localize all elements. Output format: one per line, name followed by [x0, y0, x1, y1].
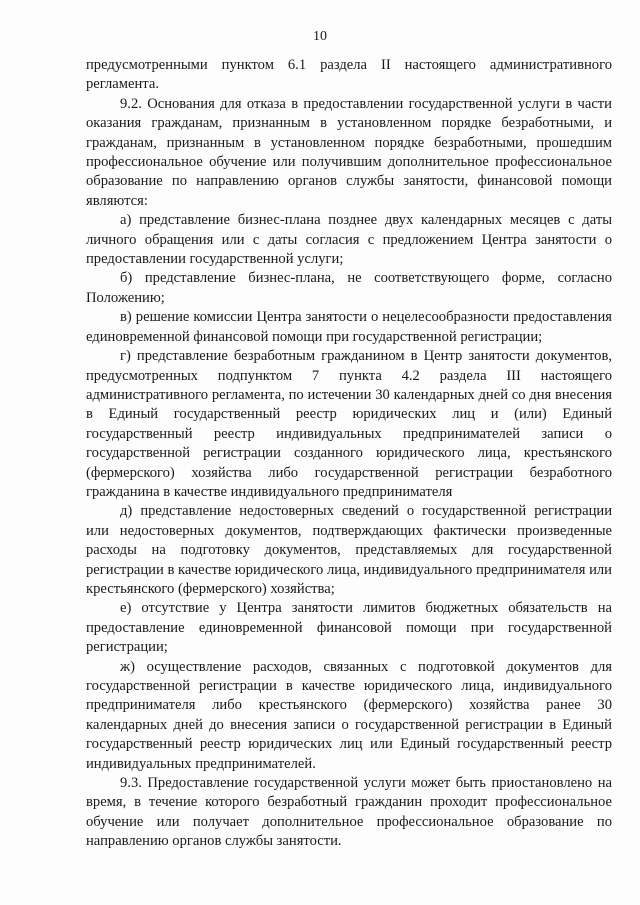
paragraph-item-zh: ж) осуществление расходов, связанных с подготовкой документов для государственной регистрации в качестве юридического лица, индивидуального предпринимателя либо крестьянского (фермерского) хозяйства ранее 30 календарных дней до внесения записи о государственной регистрации в Единый государственный реестр юридических лиц или Единый государственный реестр индивидуальных предпринимателей. — [86, 658, 612, 772]
paragraph-item-a: а) представление бизнес-плана позднее двух календарных месяцев с даты личного обращения или с даты согласия с предложением Центра занятости о предоставлении государственной услуги; — [86, 212, 612, 268]
paragraph-9-3: 9.3. Предоставление государственной услуги может быть приостановлено на время, в течение которого безработный гражданин проходит профессиональное обучение или получает дополнительное профессиональное образование по направлению органов службы занятости. — [86, 775, 612, 850]
paragraph-9-2-intro: 9.2. Основания для отказа в предоставлении государственной услуги в части оказания гражданам, признанным в установленном порядке безработными, и гражданам, признанным в установленном порядке безработными, прошедшим профессиональное обучение или получившим дополнительное профессиональное образование по направлению органов службы занятости, финансовой помощи являются: — [86, 95, 612, 209]
paragraph-continuation: предусмотренными пунктом 6.1 раздела II настоящего административного регламента. — [86, 57, 612, 93]
paragraph-item-d: д) представление недостоверных сведений о государственной регистрации или недостоверных документов, подтверждающих фактически произведенные расходы на подготовку документов, представляемых для государственной регистрации в качестве юридического лица, индивидуального предпринимателя или крестьянского (фермерского) хозяйства; — [86, 503, 612, 597]
paragraph-item-b: б) представление бизнес-плана, не соответствующего форме, согласно Положению; — [86, 270, 612, 306]
paragraph-item-e: е) отсутствие у Центра занятости лимитов бюджетных обязательств на предоставление единовременной финансовой помощи при государственной регистрации; — [86, 600, 612, 656]
document-body — [86, 56, 612, 852]
paragraph-item-v: в) решение комиссии Центра занятости о нецелесообразности предоставления единовременной финансовой помощи при государственной регистрации; — [86, 309, 612, 345]
page-number: 10 — [313, 29, 327, 44]
paragraph-item-g: г) представление безработным гражданином в Центр занятости документов, предусмотренных подпунктом 7 пункта 4.2 раздела III настоящего административного регламента, по истечении 30 календарных дней со дня внесения в Единый государственный реестр юридических лиц и (или) Единый государственный реестр индивидуальных предпринимателей записи о государственной регистрации созданного юридического лица, крестьянского (фермерского) хозяйства либо государственной регистрации безработного гражданина в качестве индивидуального предпринимателя — [86, 348, 612, 500]
